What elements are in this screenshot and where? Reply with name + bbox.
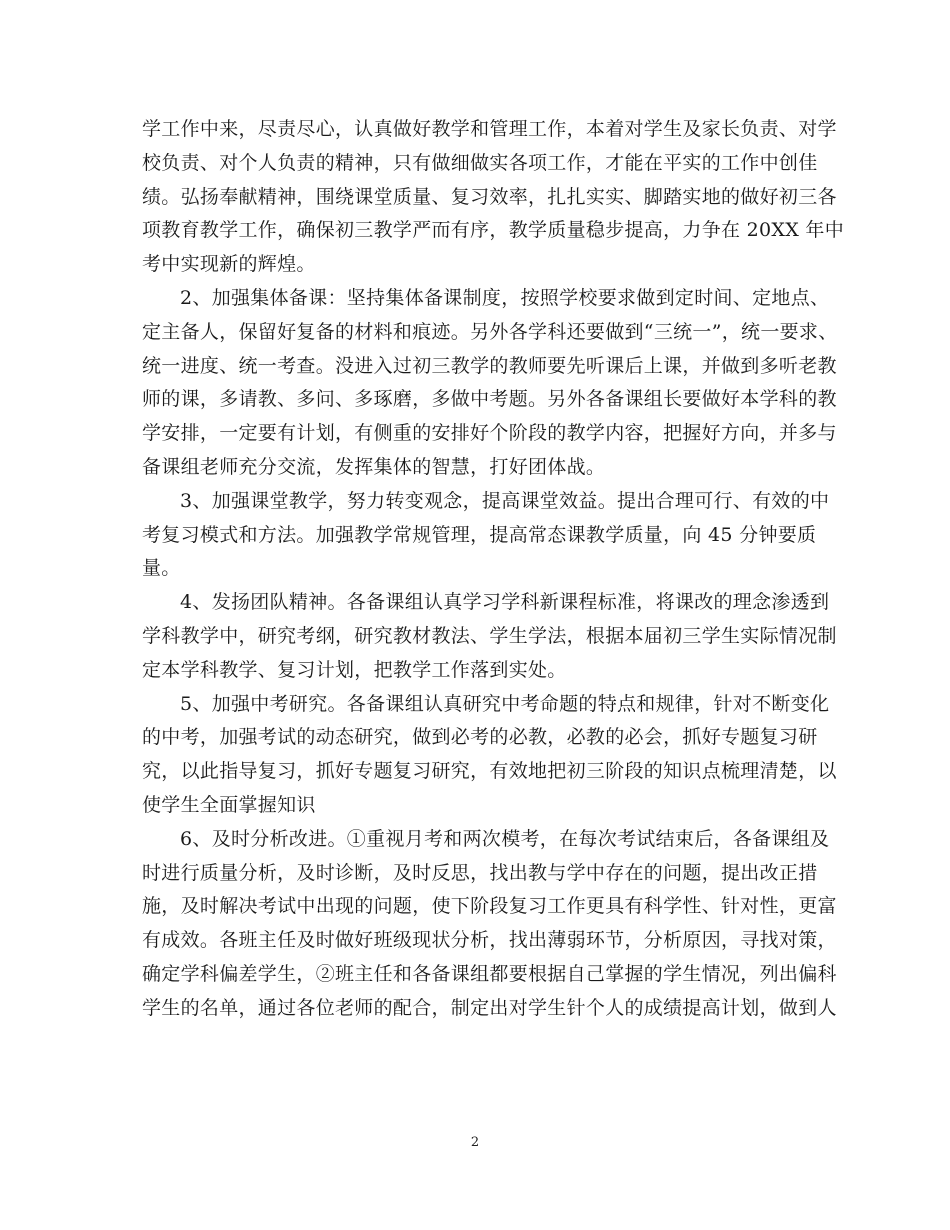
paragraph-3-classroom-teaching <box>142 485 830 586</box>
text-line: 校负责、对个人负责的精神，只有做细做实各项工作，才能在平实的工作中创佳 <box>142 151 818 174</box>
text-line: 5、加强中考研究。各备课组认真研究中考命题的特点和规律，针对不断变化 <box>180 692 830 715</box>
text-line: 确定学科偏差学生，②班主任和各备课组都要根据自己掌握的学生情况，列出偏科 <box>142 962 837 985</box>
page-number: 2 <box>470 1135 480 1150</box>
text-line: 时进行质量分析，及时诊断，及时反思，找出教与学中存在的问题，提出改正措 <box>142 861 818 884</box>
text-line: 4、发扬团队精神。各备课组认真学习学科新课程标准，将课改的理念渗透到 <box>180 591 830 614</box>
text-line: 学工作中来，尽责尽心，认真做好教学和管理工作，本着对学生及家长负责、对学 <box>142 118 837 140</box>
text-line: 6、及时分析改进。①重视月考和两次模考，在每次考试结束后，各备课组及 <box>180 827 830 850</box>
text-line: 量。 <box>142 557 181 580</box>
document-body <box>142 113 845 1026</box>
text-line: 的中考，加强考试的动态研究，做到必考的必教，必教的必会，抓好专题复习研 <box>142 726 818 749</box>
paragraph-6-timely-analysis <box>142 823 837 1026</box>
text-line: 3、加强课堂教学，努力转变观念，提高课堂效益。提出合理可行、有效的中 <box>180 489 830 512</box>
paragraph-continued <box>142 113 845 282</box>
text-line: 绩。弘扬奉献精神，围绕课堂质量、复习效率，扎扎实实、脚踏实地的做好初三各 <box>142 185 837 208</box>
text-line: 究，以此指导复习，抓好专题复习研究，有效地把初三阶段的知识点梳理清楚，以 <box>142 760 837 783</box>
text-line: 定主备人，保留好复备的材料和痕迹。另外各学科还要做到“三统一”，统一要求、 <box>142 320 838 343</box>
paragraph-4-team-spirit <box>142 586 837 687</box>
text-line: 施，及时解决考试中出现的问题，使下阶段复习工作更具有科学性、针对性，更富 <box>142 895 837 918</box>
text-line: 使学生全面掌握知识 <box>142 793 316 816</box>
text-line: 备课组老师充分交流，发挥集体的智慧，打好团体战。 <box>142 455 606 478</box>
text-line: 师的课，多请教、多问、多琢磨，多做中考题。另外各备课组长要做好本学科的教 <box>142 388 837 411</box>
paragraph-2-collective-lesson-prep <box>142 282 838 485</box>
text-line: 有成效。各班主任及时做好班级现状分析，找出薄弱环节，分析原因，寻找对策， <box>142 929 837 952</box>
text-line: 2、加强集体备课：坚持集体备课制度，按照学校要求做到定时间、定地点、 <box>180 286 830 309</box>
text-line: 定本学科教学、复习计划，把教学工作落到实处。 <box>142 658 567 681</box>
text-line: 学科教学中，研究考纲，研究教材教法、学生学法，根据本届初三学生实际情况制 <box>142 624 837 647</box>
text-line: 学生的名单，通过各位老师的配合，制定出对学生针个人的成绩提高计划，做到人 <box>142 996 837 1019</box>
text-line: 项教育教学工作，确保初三教学严而有序，教学质量稳步提高，力争在 20XX 年中 <box>142 219 845 242</box>
text-line: 统一进度、统一考查。没进入过初三教学的教师要先听课后上课，并做到多听老教 <box>142 354 837 377</box>
text-line: 考复习模式和方法。加强教学常规管理，提高常态课教学质量，向 45 分钟要质 <box>142 523 817 546</box>
text-line: 学安排，一定要有计划，有侧重的安排好个阶段的教学内容，把握好方向，并多与 <box>142 422 837 445</box>
paragraph-5-exam-research <box>142 688 837 823</box>
text-line: 考中实现新的辉煌。 <box>142 253 316 276</box>
